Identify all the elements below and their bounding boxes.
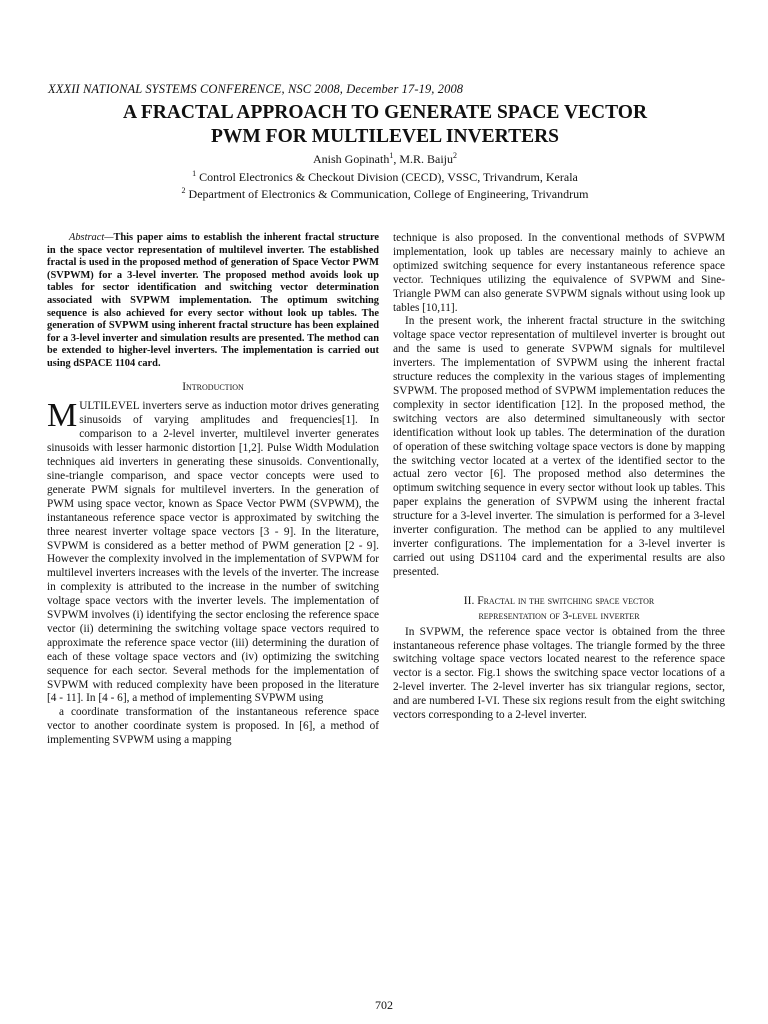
author-2: , M.R. Baiju	[393, 152, 453, 166]
paper-title	[40, 101, 730, 149]
author-block	[40, 149, 730, 202]
abstract-text: This paper aims to establish the inherent fractal structure in the space vector representation of multilevel inverter. The established fractal is used in the proposed method of generation of Space Vector PWM (SVPWM) for a 3-level inverter. The proposed method avoids look up tables for sector identification and switching vector determination associated with SVPWM implementation. The optimum switching sequence is also achieved for every sector without look up tables. The generation of SVPWM using inherent fractal structure has been explained for a 3-level inverter and simulation results are presented. The method can be extended to higher-level inverters. The implementation is carried out using dSPACE 1104 card.	[47, 232, 379, 369]
conference-header: XXXII NATIONAL SYSTEMS CONFERENCE, NSC 2008, December 17-19, 2008	[48, 82, 464, 96]
affiliation-2-num: 2	[181, 186, 186, 195]
section-2-paragraph-1: In SVPWM, the reference space vector is obtained from the three instantaneous reference phase voltages. The triangle formed by the three switching voltage space vectors located nearest to the reference space vector is a sector. Fig.1 shows the switching space vector locations of a 2-level inverter. The 2-level inverter has six triangular regions, sector, and are numbered I-VI. These six regions result from the eight switching vectors corresponding to a 2-level inverter.	[393, 625, 725, 722]
author-1-sup: 1	[389, 151, 394, 160]
title-line-2: PWM FOR MULTILEVEL INVERTERS	[210, 126, 560, 147]
section-heading-introduction: Introduction	[182, 380, 244, 393]
affiliation-2	[40, 184, 730, 202]
intro-paragraph-4: In the present work, the inherent fractal structure in the switching voltage space vector representation of multilevel inverter is brought out and the same is used to generate SVPWM signals for multilevel inverters. The implementation of SVPWM using the inherent fractal structure reduces the complexity in the various stages of implementing SVPWM. The proposed method of SVPWM implementation reduces the complexity in sector identification [12]. In the proposed method, the switching vectors are also determined simultaneously with sector identification without look up tables. The determination of the duration of operation of these switching voltage space vectors is done by mapping the switching vector located at a vertex of the identified sector to the actual zero vector [6]. The proposed method also determines the optimum switching sequence in every sector without look up tables. This paper explains the generation of SVPWM using the inherent fractal structure for a 3-level inverter. The simulation is performed for a 3-level inverter configuration. The method can be applied to any multilevel inverter configurations. The implementation for a 3-level inverter is carried out using DS1104 card and the experimental results are also presented.	[393, 315, 725, 578]
author-1: Anish Gopinath	[312, 152, 390, 166]
author-2-sup: 2	[453, 151, 457, 160]
title-line-1: A FRACTAL APPROACH TO GENERATE SPACE VECTOR	[122, 102, 648, 123]
left-column	[47, 232, 379, 748]
abstract	[47, 232, 379, 371]
abstract-lead: Abstract—	[69, 232, 114, 243]
page-number: 702	[375, 998, 393, 1012]
right-column	[393, 232, 725, 723]
affiliation-1	[40, 167, 730, 185]
intro-paragraph-1	[47, 397, 379, 706]
affiliation-1-num: 1	[192, 168, 197, 178]
section-2-heading-line-1: II. Fractal in the switching space vector	[463, 594, 655, 607]
dropcap: M	[47, 397, 78, 435]
intro-paragraph-3: technique is also proposed. In the conventional methods of SVPWM implementation, look up tables are necessary mainly to achieve an optimized switching sequence for every instantaneous reference space vector. Techniques utilizing the equivalence of SVPWM and Sine-Triangle PWM can also generate SVPWM signals without using look up tables [10,11].	[393, 232, 725, 314]
intro-paragraph-2: a coordinate transformation of the instantaneous reference space vector to another coordinate system is proposed. In [6], a method of implementing SVPWM using a mapping	[47, 706, 379, 747]
section-2-heading-line-2: representation of 3-level inverter	[478, 609, 640, 622]
intro-paragraph-1-text: ULTILEVEL inverters serve as induction motor drives generating sinusoids of varying amplitudes and frequencies[1]. In comparison to a 2-level inverter, multilevel inverter generates sinusoids with lesser harmonic distortion [1,2]. Pulse Width Modulation techniques aid inverters in generating these sinusoids. Conventionally, sine-triangle comparison, and space vector concepts were used to generate PWM signals for multilevel inverters. In the generation of PWM using space vector, known as Space Vector PWM (SVPWM), the instantaneous reference space vector is approximated by switching the three nearest inverter voltage space vectors [3 - 9]. In the literature, SVPWM is considered as a better method of PWM generation [2 - 9]. However the complexity involved in the implementation of SVPWM for multilevel inverters increases with the levels of the inverter. The increase in complexity is attributed to the increase in the number of switching voltage space vectors with the inverter levels. The implementation of SVPWM involves (i) identifying the sector enclosing the reference space vector (ii) determining the switching voltage space vectors required to approximate the reference space vector (iii) determining the duration of each of these voltage space vectors and (iv) optimizing the switching sequence for each sector. Several methods for the implementation of SVPWM with reduced complexity have been proposed in the literature [4 - 11]. In [4 - 6], a method of implementing SVPWM using	[47, 400, 379, 705]
section-heading-2	[393, 594, 725, 624]
affiliation-2-text: Department of Electronics & Communication, College of Engineering, Trivandrum	[185, 187, 589, 201]
affiliation-1-text: Control Electronics & Checkout Division (CECD), VSSC, Trivandrum, Kerala	[196, 169, 578, 184]
author-names	[40, 149, 730, 167]
